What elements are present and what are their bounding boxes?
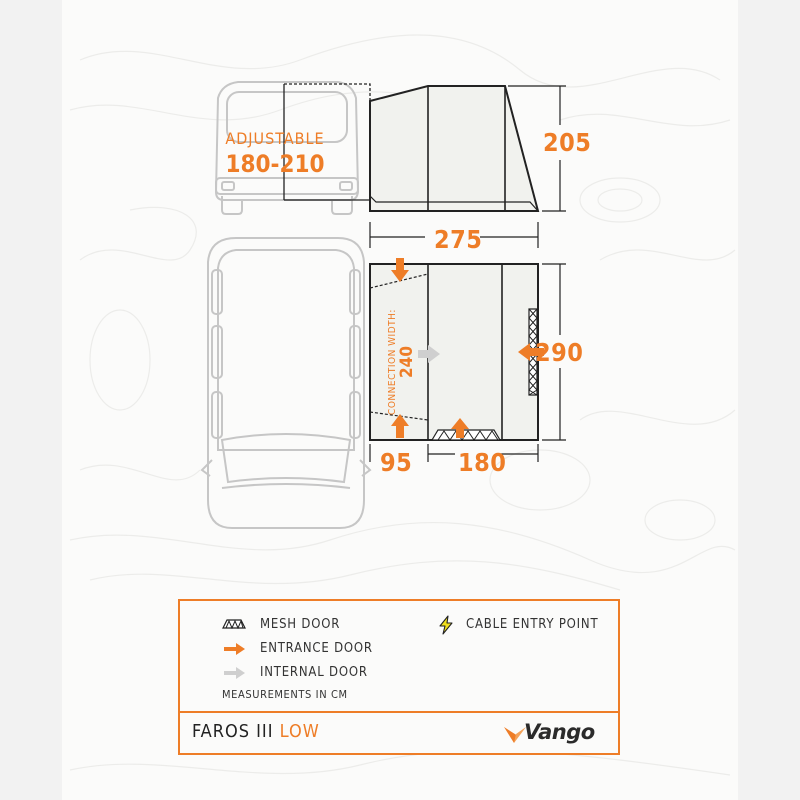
depth-dimension: 290 (535, 338, 584, 367)
awning-elevation (284, 84, 566, 211)
adjustable-value: 180-210 (225, 150, 325, 178)
connection-width (388, 302, 428, 422)
van-top-view (202, 238, 370, 528)
measurements-note: MEASUREMENTS IN CM (222, 688, 348, 701)
legend-mesh-door: MESH DOOR (260, 617, 341, 632)
van-rear-view (216, 82, 358, 214)
width-dimension: 275 (434, 225, 483, 254)
legend-entrance-door: ENTRANCE DOOR (260, 641, 373, 656)
product-variant: LOW (279, 721, 320, 742)
product-title (192, 723, 320, 741)
legend-cable-entry: CABLE ENTRY POINT (466, 617, 599, 632)
brand-logo (502, 719, 608, 749)
mesh-door-icon (222, 619, 246, 629)
product-name: FAROS III (192, 721, 274, 742)
legend-box (178, 599, 620, 755)
entrance-door-arrow-icon (222, 643, 246, 655)
front-left-dimension: 95 (380, 448, 413, 477)
legend-divider (180, 711, 618, 713)
legend-internal-door: INTERNAL DOOR (260, 665, 368, 680)
internal-door-arrow-icon (222, 667, 246, 679)
brand-name: Vango (524, 720, 595, 744)
cable-entry-lightning-icon (438, 615, 454, 635)
adjustable-label: ADJUSTABLE (225, 129, 325, 148)
mesh-door-front (432, 430, 500, 440)
connection-width-value: 240 (397, 346, 417, 378)
height-dimension: 205 (543, 128, 592, 157)
front-right-dimension: 180 (458, 448, 507, 477)
connection-width-label: CONNECTION WIDTH: (387, 309, 398, 415)
